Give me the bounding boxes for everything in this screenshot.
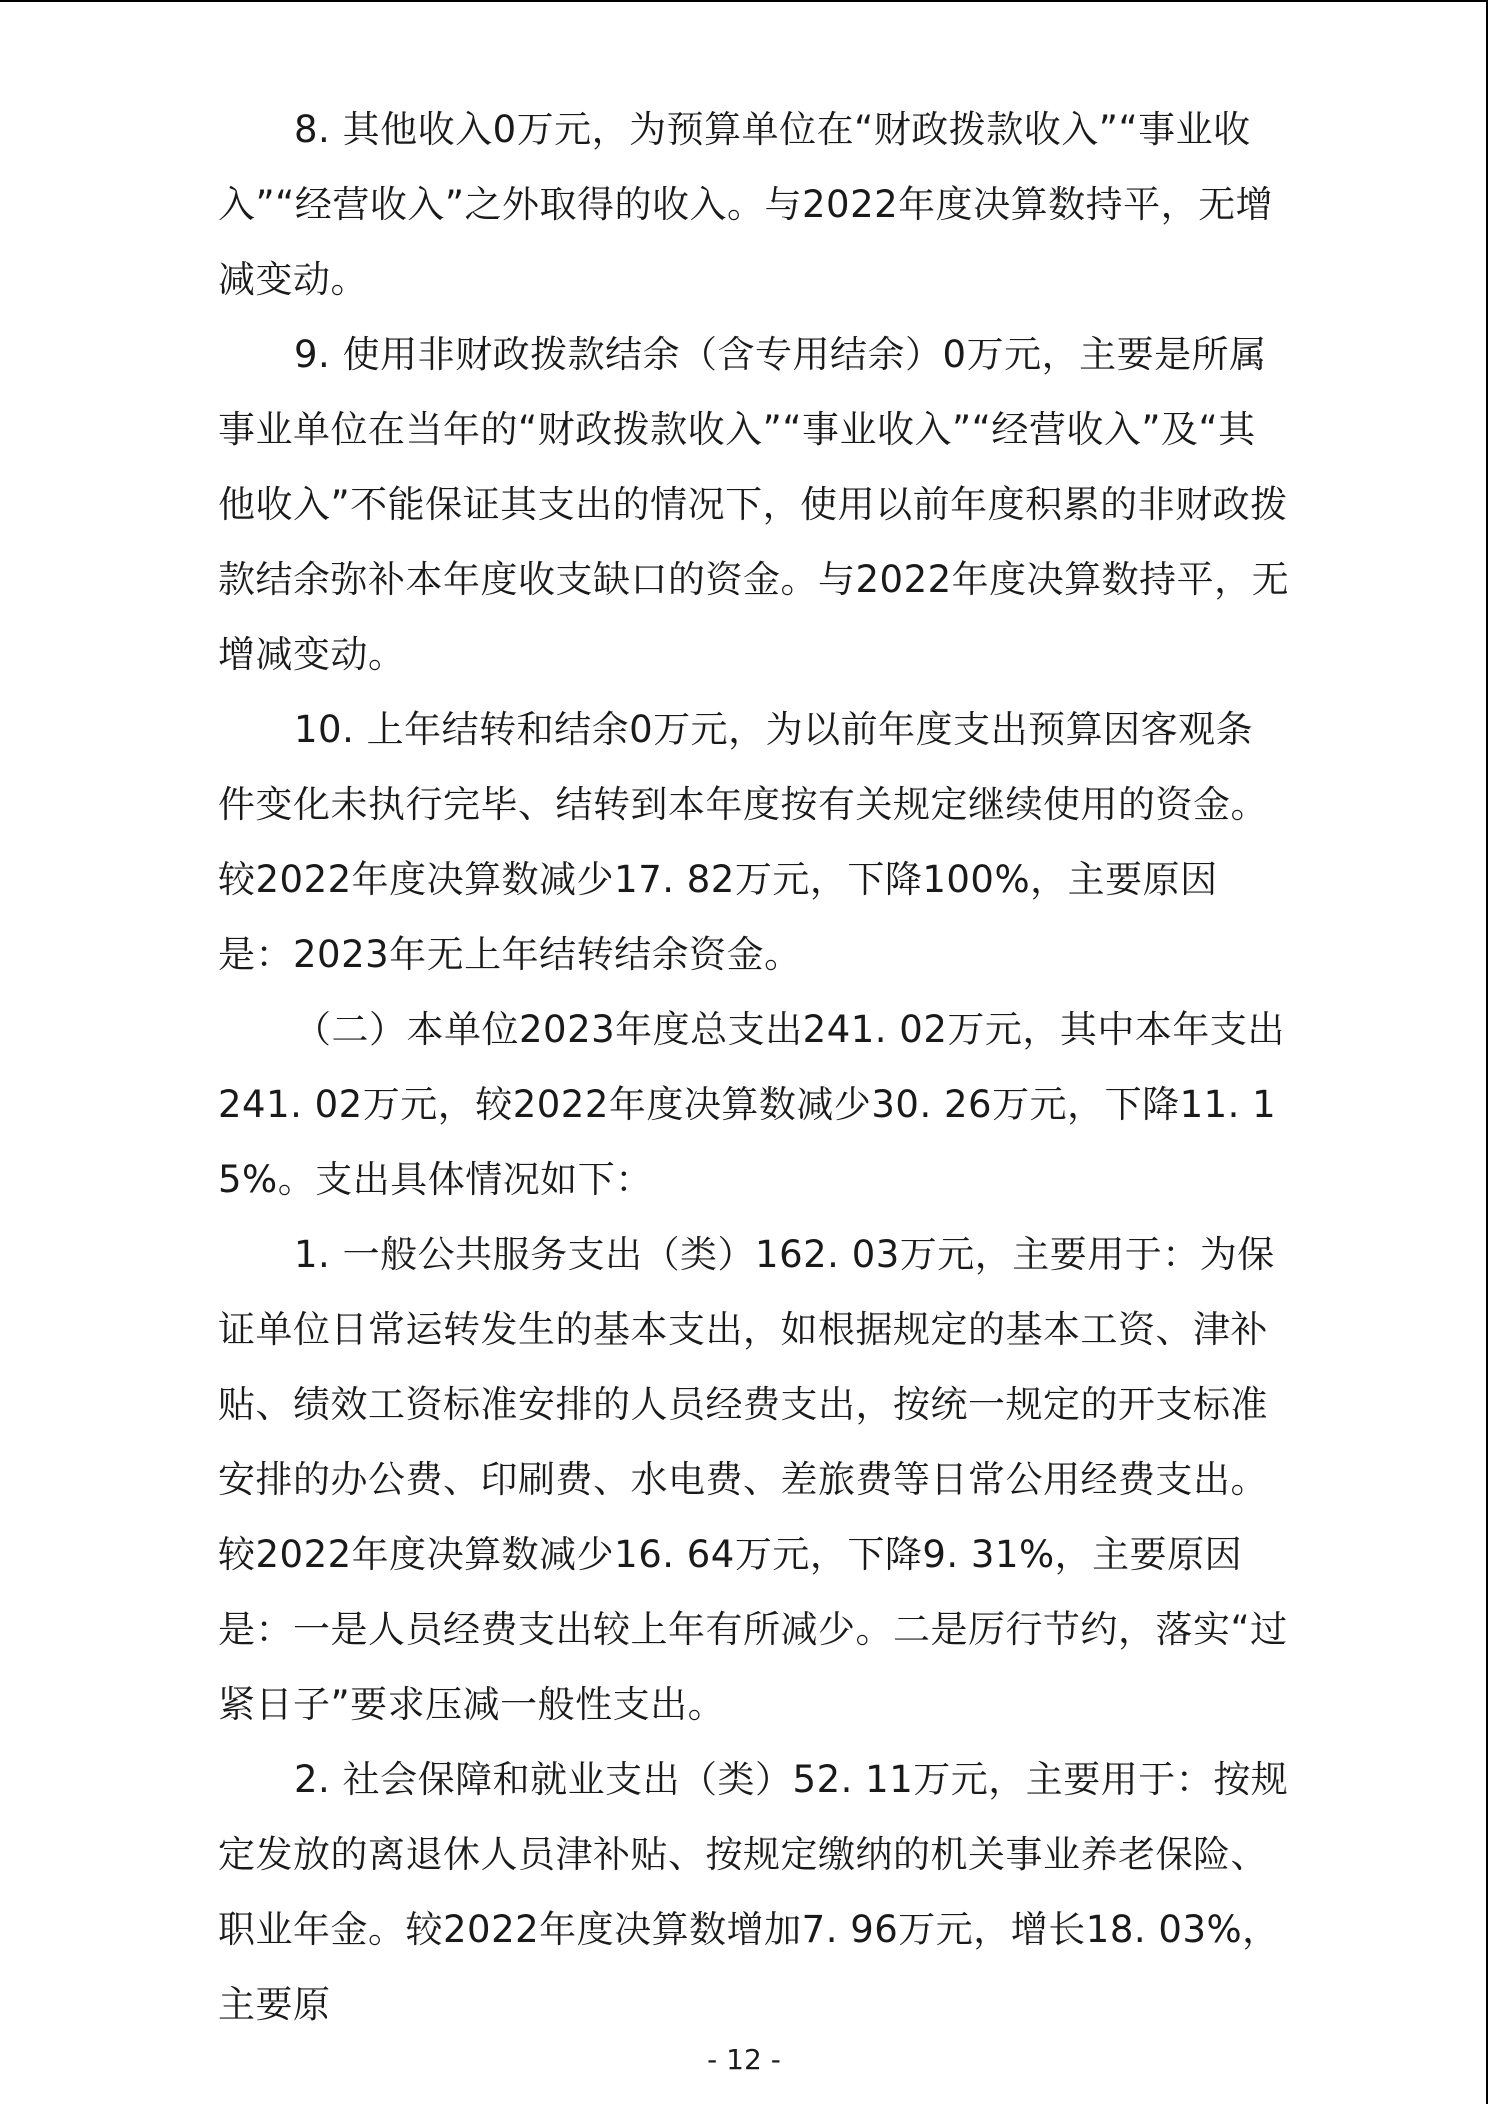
- paragraph-social-security: 2. 社会保障和就业支出（类）52. 11万元，主要用于：按规定发放的离退休人员津补贴、按规定缴纳的机关事业养老保险、职业年金。较2022年度决算数增加7. 96万元，增长18. 03%，主要原: [218, 1758, 1289, 2026]
- paragraph-non-fiscal-balance: 9. 使用非财政拨款结余（含专用结余）0万元，主要是所属事业单位在当年的“财政拨款收入”“事业收入”“经营收入”及“其他收入”不能保证其支出的情况下，使用以前年度积累的非财政拨款结余弥补本年度收支缺口的资金。与2022年度决算数持平，无增减变动。: [218, 333, 1290, 676]
- paragraph-prior-year-carryover: 10. 上年结转和结余0万元，为以前年度支出预算因客观条件变化未执行完毕、结转到本年度按有关规定继续使用的资金。较2022年度决算数减少17. 82万元，下降100%，主要原因是：2023年无上年结转结余资金。: [218, 708, 1268, 976]
- paragraph-total-expenditure: （二）本单位2023年度总支出241. 02万元，其中本年支出241. 02万元，较2022年度决算数减少30. 26万元，下降11. 15%。支出具体情况如下：: [218, 1008, 1285, 1201]
- document-body: [218, 92, 1290, 2042]
- paragraph-other-income: 8. 其他收入0万元，为预算单位在“财政拨款收入”“事业收入”“经营收入”之外取得的收入。与2022年度决算数持平，无增减变动。: [218, 108, 1274, 301]
- paragraph-general-public-services: 1. 一般公共服务支出（类）162. 03万元，主要用于：为保证单位日常运转发生的基本支出，如根据规定的基本工资、津补贴、绩效工资标准安排的人员经费支出，按统一规定的开支标准安排的办公费、印刷费、水电费、差旅费等日常公用经费支出。较2022年度决算数减少16. 64万元，下降9. 31%，主要原因是：一是人员经费支出较上年有所减少。二是厉行节约，落实“过紧日子”要求压减一般性支出。: [218, 1233, 1288, 1726]
- page-number: - 12 -: [707, 2043, 781, 2076]
- page-top-border: [0, 0, 1488, 2]
